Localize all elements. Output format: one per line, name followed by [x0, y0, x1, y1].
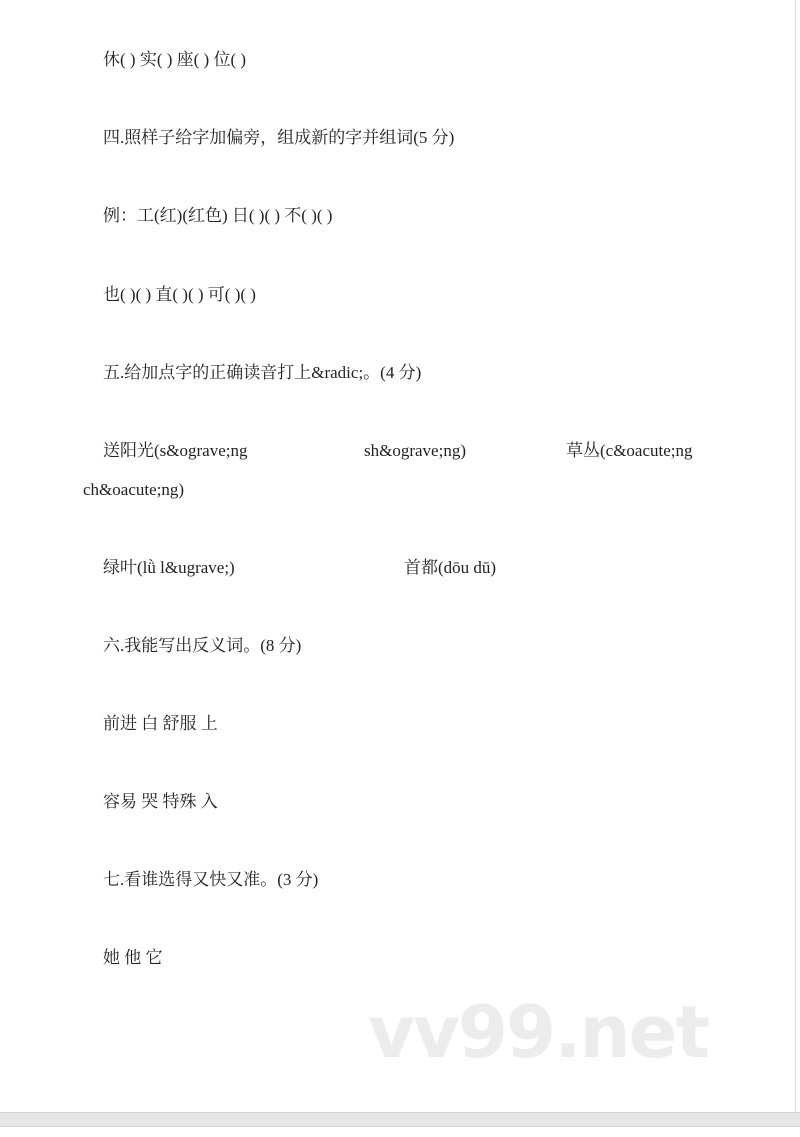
text-line: 前进 白 舒服 上 [103, 714, 218, 733]
text-line: 首都(dōu dū) [404, 558, 497, 577]
text-line: 休( ) 实( ) 座( ) 位( ) [103, 50, 247, 69]
page-separator [0, 1112, 800, 1127]
text-line: sh&ograve;ng) [364, 441, 466, 460]
section-heading: 七.看谁选得又快又准。(3 分) [103, 870, 319, 889]
text-line: 容易 哭 特殊 入 [103, 792, 218, 811]
section-heading: 六.我能写出反义词。(8 分) [103, 636, 302, 655]
text-line: 绿叶(lǜ l&ugrave;) [103, 558, 235, 577]
text-line: 例：工(红)(红色) 日( )( ) 不( )( ) [103, 206, 333, 225]
text-line: 草丛(c&oacute;ng [566, 441, 693, 460]
section-heading: 四.照样子给字加偏旁，组成新的字并组词(5 分) [103, 128, 455, 147]
text-line: 她 他 它 [103, 948, 163, 967]
text-line: 送阳光(s&ograve;ng [103, 441, 248, 460]
text-line: 也( )( ) 直( )( ) 可( )( ) [103, 285, 256, 304]
text-line: ch&oacute;ng) [83, 480, 185, 499]
section-heading: 五.给加点字的正确读音打上&radic;。(4 分) [103, 363, 422, 382]
watermark: vv99.net [368, 990, 708, 1074]
